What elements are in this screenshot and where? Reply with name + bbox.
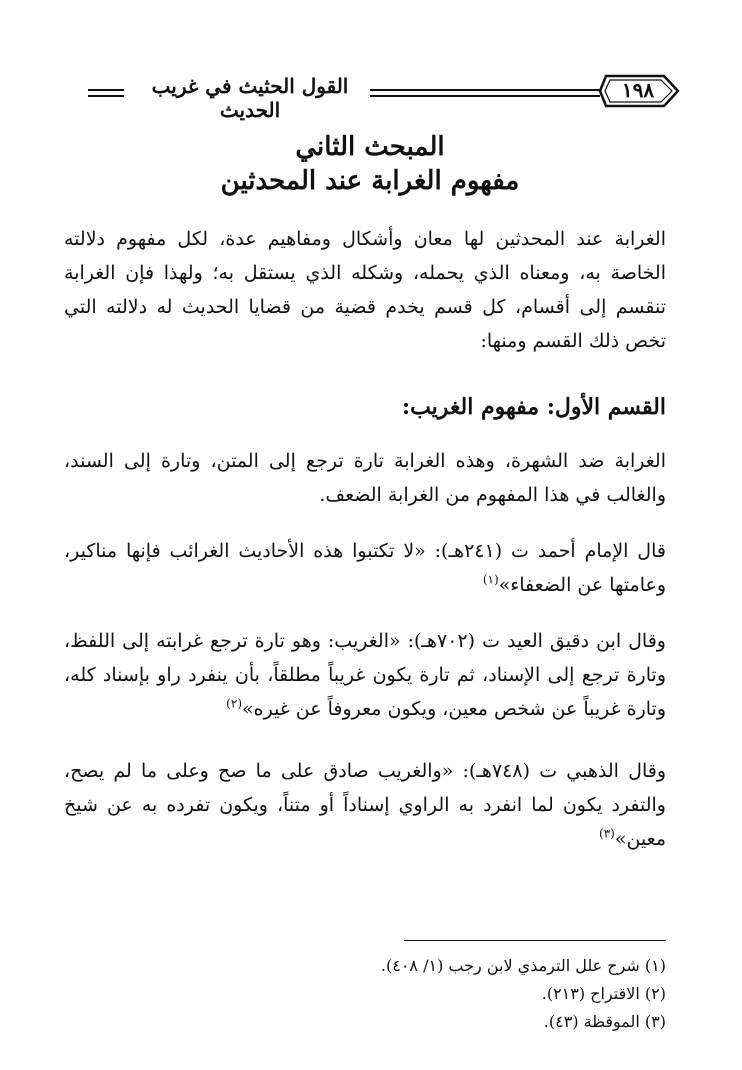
quote-dhahabi [64,754,666,856]
footnote-2: (٢) الاقتراح (٢١٣). [541,984,666,1003]
quote-ibn-daqiq-text: وقال ابن دقيق العيد ت (٧٠٢هـ): «الغريب: وهو تارة ترجع غرابته إلى اللفظ، وتارة ترجع إلى الإسناد، ثم تارة يكون غريباً مطلقاً، بأن ينفرد راو بإسناد كله، وتارة غريباً عن شخص معين، ويكون معروفاً عن غيره» [64,630,666,720]
section-title: المبحث الثاني [295,132,445,162]
section-subtitle: مفهوم الغرابة عند المحدثين [220,166,520,196]
footnote-ref-1: (١) [482,572,499,587]
page-header [80,72,680,122]
footnote-1: (١) شرح علل الترمذي لابن رجب (١/ ٤٠٨). [380,956,666,975]
intro-paragraph: الغرابة عند المحدثين لها معان وأشكال ومفاهيم عدة، لكل مفهوم دلالته الخاصة به، ومعناه الذي يحمله، وشكله الذي يستقل به؛ ولهذا فإن الغرابة تنقسم إلى أقسام، كل قسم يخدم قضية من قضايا الحديث له دلالته التي تخص ذلك القسم ومنها: [64,228,666,352]
quote-ahmad [64,534,666,602]
footnote-3: (٣) الموقظة (٤٣). [543,1012,666,1031]
page-number-badge [598,72,680,110]
header-ornament-line [88,95,124,97]
header-ornament-line [88,89,124,91]
header-rule [370,95,600,97]
footnote-separator [404,940,666,941]
footnote-ref-3: (٣) [599,826,615,841]
quote-dhahabi-text: وقال الذهبي ت (٧٤٨هـ): «والغريب صادق على ما صح وعلى ما لم يصح، والتفرد يكون لما انفرد به الراوي إسناداً أو متناً، ويكون تفرده به عن شيخ معين» [64,760,667,850]
part-heading: القسم الأول: مفهوم الغريب: [401,394,666,420]
paragraph-gharaba: الغرابة ضد الشهرة، وهذه الغرابة تارة ترجع إلى المتن، وتارة إلى السند، والغالب في هذا المفهوم من الغرابة الضعف. [64,450,666,506]
book-title: القول الحثيث في غريب الحديث [151,74,349,122]
page-number: ١٩٨ [621,78,655,102]
footnote-ref-2: (٢) [226,696,242,711]
quote-ibn-daqiq [64,624,666,726]
quote-ahmad-text: قال الإمام أحمد ت (٢٤١هـ): «لا تكتبوا هذه الأحاديث الغرائب فإنها مناكير، وعامتها عن الضعفاء» [64,540,666,596]
header-rule [370,89,600,91]
footnotes [260,952,666,1036]
